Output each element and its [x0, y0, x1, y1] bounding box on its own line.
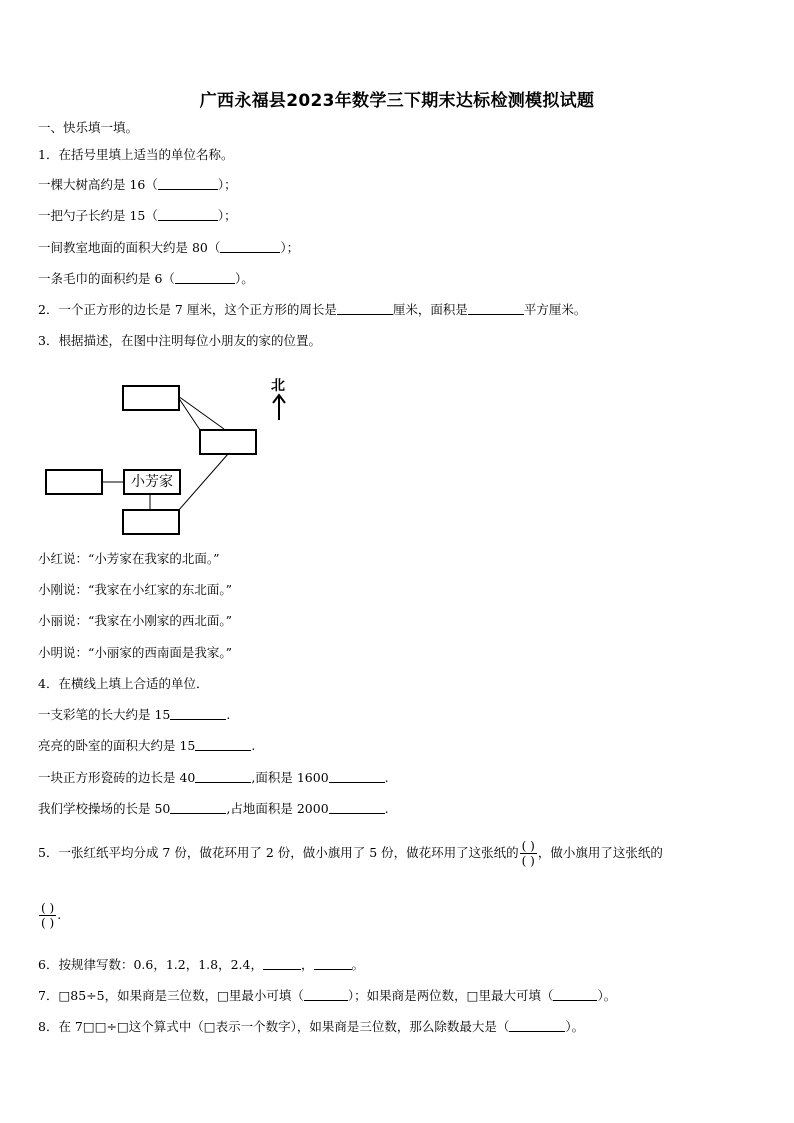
q2-line: [38, 302, 586, 318]
q2-text-c: 平方厘米。: [523, 302, 587, 317]
q1-item-3: [38, 240, 299, 256]
q1-item-3-post: ）；: [280, 240, 300, 255]
q4-answer-blank-4[interactable]: [329, 770, 385, 783]
q7-text-a: 7．□85÷5，如果商是三位数，□里最小可填（: [38, 988, 304, 1003]
q1-answer-blank-3[interactable]: [220, 240, 280, 253]
north-label: 北: [271, 378, 285, 394]
q3-quote-2: 小刚说：“我家在小红家的东北面。”: [38, 582, 233, 597]
q4-item-3-mid: ,面积是 1600: [251, 770, 329, 785]
q7-line: [38, 988, 616, 1004]
connector-line-top: [178, 396, 224, 429]
center-house-label: 小芳家: [131, 474, 173, 490]
q1-item-2: [38, 208, 237, 224]
q6-end: 。: [351, 957, 365, 972]
house-box-left[interactable]: [45, 469, 103, 495]
q4-item-1-post: .: [226, 707, 231, 722]
house-box-right[interactable]: [199, 429, 257, 455]
page-title: 广西永福县2023年数学三下期末达标检测模拟试题: [199, 91, 595, 111]
q4-item-1-pre: 一支彩笔的长大约是 15: [38, 707, 171, 722]
q5-fraction-2[interactable]: [39, 901, 56, 930]
q1-item-2-pre: 一把勺子长约是 15（: [38, 208, 158, 223]
section-heading: 一、快乐填一填。: [38, 120, 139, 135]
q5-fraction-2-den: ( ): [41, 916, 55, 930]
q1-answer-blank-4[interactable]: [175, 271, 235, 284]
q4-answer-blank-3[interactable]: [195, 770, 251, 783]
q4-item-2-post: .: [251, 738, 256, 753]
q1-item-1-pre: 一棵大树高约是 16（: [38, 177, 158, 192]
q8-line: [38, 1019, 584, 1035]
q5-end: .: [57, 907, 62, 922]
q4-stem: 4．在横线上填上合适的单位．: [38, 676, 209, 691]
q4-item-3-post: .: [384, 770, 389, 785]
connector-line-right: [178, 454, 228, 511]
q6-line: [38, 957, 364, 973]
q2-answer-blank-1[interactable]: [337, 302, 393, 315]
q2-text-a: 2．一个正方形的边长是 7 厘米，这个正方形的周长是: [38, 302, 337, 317]
location-diagram: [40, 372, 300, 542]
q4-answer-blank-2[interactable]: [195, 738, 251, 751]
q8-text-a: 8．在 7□□÷□这个算式中（□表示一个数字），如果商是三位数，那么除数最大是（: [38, 1019, 510, 1034]
q5-fraction-1-den: ( ): [521, 854, 535, 868]
q4-item-4-post: .: [384, 801, 389, 816]
q1-answer-blank-2[interactable]: [158, 208, 218, 221]
q7-answer-blank-2[interactable]: [553, 988, 597, 1001]
q4-answer-blank-5[interactable]: [170, 801, 226, 814]
q7-text-c: ）。: [597, 988, 617, 1003]
q1-item-3-pre: 一间教室地面的面积大约是 80（: [38, 240, 221, 255]
q3-stem: 3．根据描述，在图中注明每位小朋友的家的位置。: [38, 333, 321, 348]
q4-item-4: [38, 801, 389, 817]
q1-item-2-post: ）；: [217, 208, 237, 223]
q5-fraction-1[interactable]: [520, 839, 537, 868]
q5-text-b: ，做小旗用了这张纸的: [537, 845, 663, 860]
q8-text-b: ）。: [565, 1019, 585, 1034]
connector-line-1: [178, 397, 200, 430]
q4-item-2: [38, 738, 255, 754]
q7-text-b: ）；如果商是两位数，□里最大可填（: [347, 988, 554, 1003]
q5-fraction-2-num: ( ): [41, 901, 55, 915]
q4-item-4-mid: ,占地面积是 2000: [226, 801, 329, 816]
q5-fraction-1-num: ( ): [521, 839, 535, 853]
q6-text: 6．按规律写数：0.6，1.2，1.8，2.4，: [38, 957, 263, 972]
q3-quote-4: 小明说：“小丽家的西南面是我家。”: [38, 645, 233, 660]
q1-item-4: [38, 271, 254, 287]
q6-sep: ，: [300, 957, 314, 972]
q1-item-4-post: ）。: [234, 271, 254, 286]
q1-stem: 1．在括号里填上适当的单位名称。: [38, 147, 234, 162]
q2-text-b: 厘米，面积是: [392, 302, 468, 317]
q2-answer-blank-2[interactable]: [468, 302, 524, 315]
q4-answer-blank-6[interactable]: [329, 801, 385, 814]
q4-answer-blank-1[interactable]: [170, 707, 226, 720]
q4-item-2-pre: 亮亮的卧室的面积大约是 15: [38, 738, 196, 753]
q6-answer-blank-1[interactable]: [263, 957, 301, 970]
q5-text-a: 5．一张红纸平均分成 7 份，做花环用了 2 份，做小旗用了 5 份，做花环用了这张纸的: [38, 845, 519, 860]
q1-item-1: [38, 177, 237, 193]
house-box-top-left[interactable]: [122, 385, 180, 411]
q5-line-2: [38, 901, 61, 930]
q3-quote-1: 小红说：“小芳家在我家的北面。”: [38, 551, 220, 566]
q4-item-3: [38, 770, 389, 786]
q4-item-4-pre: 我们学校操场的长是 50: [38, 801, 171, 816]
q1-item-4-pre: 一条毛巾的面积约是 6（: [38, 271, 175, 286]
q1-answer-blank-1[interactable]: [158, 177, 218, 190]
house-box-bottom[interactable]: [122, 509, 180, 535]
q8-answer-blank[interactable]: [509, 1019, 565, 1032]
q3-quote-3: 小丽说：“我家在小刚家的西北面。”: [38, 613, 233, 628]
q5-line-1: [38, 839, 663, 868]
q1-item-1-post: ）；: [217, 177, 237, 192]
q4-item-3-pre: 一块正方形瓷砖的边长是 40: [38, 770, 196, 785]
center-house-box: [123, 469, 181, 495]
q6-answer-blank-2[interactable]: [314, 957, 352, 970]
q7-answer-blank-1[interactable]: [304, 988, 348, 1001]
q4-item-1: [38, 707, 230, 723]
